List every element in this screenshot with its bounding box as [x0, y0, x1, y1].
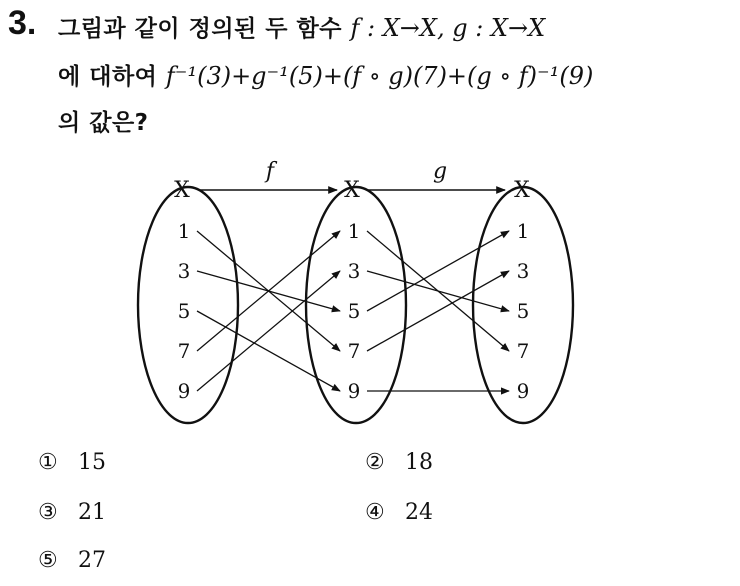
element-7-col-1: 7 — [177, 339, 191, 363]
choice-4-mark: ④ — [365, 500, 385, 525]
element-7-col-3: 7 — [516, 339, 530, 363]
choice-1-value: 15 — [78, 450, 106, 475]
set-label-x-left: X — [174, 178, 190, 203]
element-9-col-3: 9 — [516, 379, 530, 403]
element-1-col-2: 1 — [347, 219, 361, 243]
element-1-col-3: 1 — [516, 219, 530, 243]
g-map-3-to-5 — [367, 271, 509, 311]
question-text-3: 의 값은? — [58, 110, 149, 136]
element-5-col-2: 5 — [347, 299, 361, 323]
element-3-col-2: 3 — [347, 259, 361, 283]
choice-2[interactable] — [365, 450, 433, 475]
f-map-5-to-9 — [197, 311, 340, 391]
g-label: g — [432, 159, 448, 184]
choice-3[interactable] — [38, 500, 106, 525]
element-7-col-2: 7 — [347, 339, 361, 363]
element-5-col-1: 5 — [177, 299, 191, 323]
choice-1-mark: ① — [38, 450, 58, 475]
choice-5-mark: ⑤ — [38, 548, 58, 573]
choice-5-value: 27 — [78, 548, 106, 573]
g-map-5-to-1 — [367, 231, 509, 311]
f-label: f — [265, 159, 275, 184]
choice-4-value: 24 — [405, 500, 433, 525]
expression: f⁻¹(3)+g⁻¹(5)+(f ∘ g)(7)+(g ∘ f)⁻¹(9) — [165, 62, 594, 90]
question-text-2: 에 대하여 — [58, 64, 158, 90]
f-map-9-to-3 — [197, 271, 340, 391]
function-definition: f : X→X, g : X→X — [350, 14, 546, 42]
question-number: 3. — [8, 4, 37, 42]
choice-4[interactable] — [365, 500, 433, 525]
element-9-col-1: 9 — [177, 379, 191, 403]
element-3-col-3: 3 — [516, 259, 530, 283]
choice-2-value: 18 — [405, 450, 433, 475]
choice-5[interactable] — [38, 548, 106, 573]
question-text-1: 그림과 같이 정의된 두 함수 — [58, 16, 342, 42]
set-label-x-right: X — [514, 178, 530, 203]
element-3-col-1: 3 — [177, 259, 191, 283]
element-5-col-3: 5 — [516, 299, 530, 323]
choice-3-value: 21 — [78, 500, 106, 525]
choice-2-mark: ② — [365, 450, 385, 475]
choice-1[interactable] — [38, 450, 106, 475]
element-1-col-1: 1 — [177, 219, 191, 243]
element-9-col-2: 9 — [347, 379, 361, 403]
g-map-7-to-3 — [367, 271, 509, 351]
choice-3-mark: ③ — [38, 500, 58, 525]
set-label-x-middle: X — [344, 178, 360, 203]
